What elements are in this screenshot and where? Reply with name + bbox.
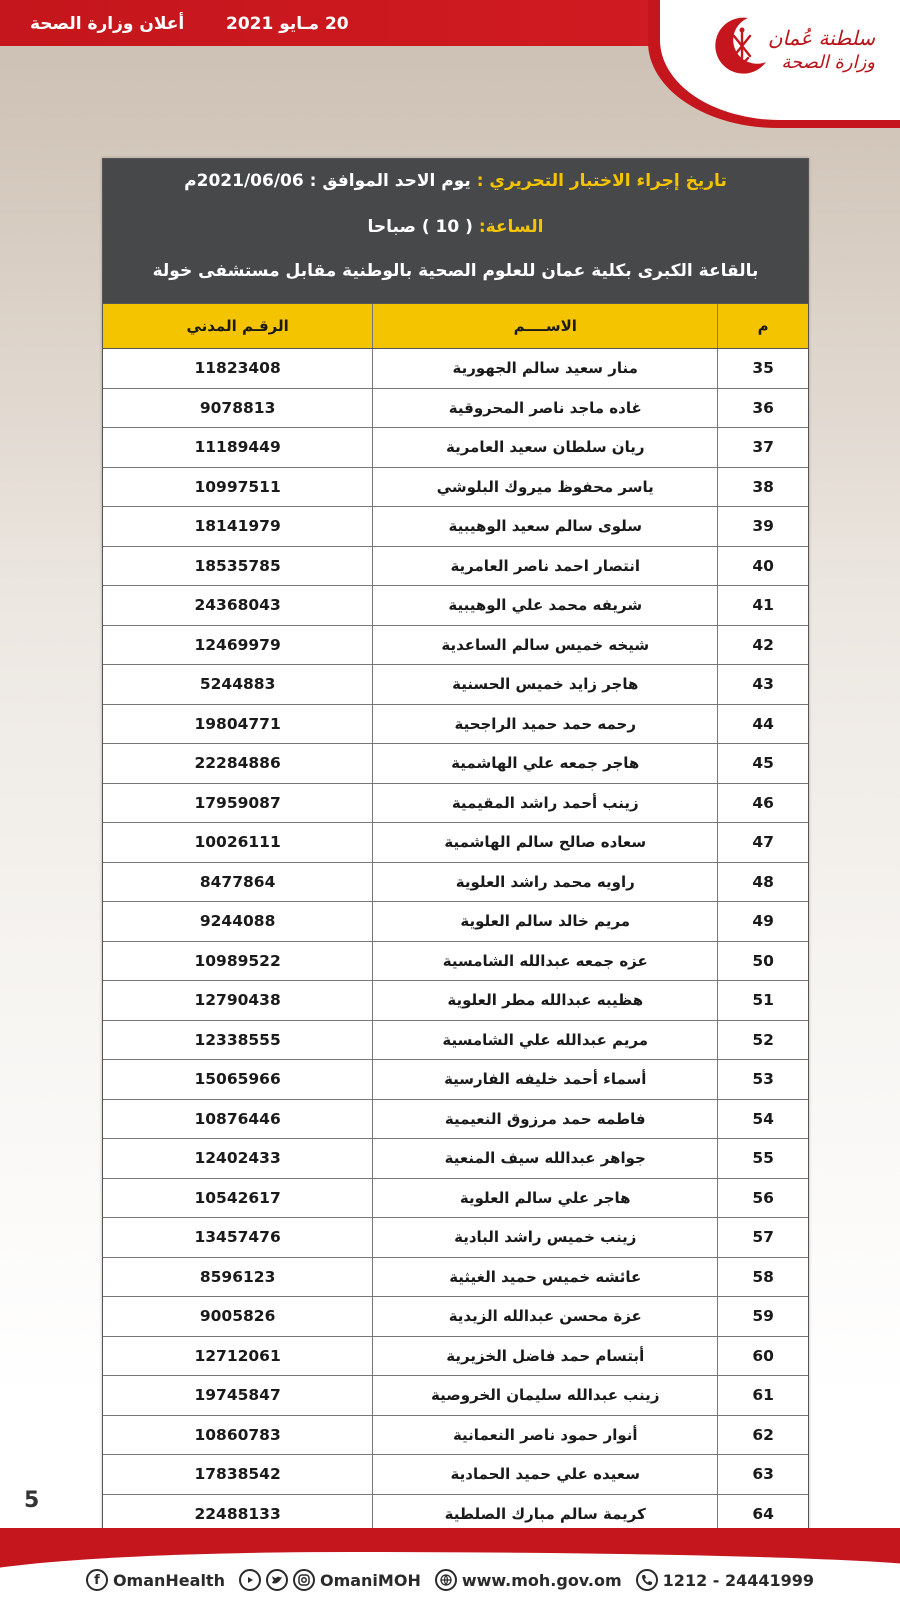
table-row <box>103 1297 808 1337</box>
table-row <box>103 863 808 903</box>
row-number-cell: 52 <box>752 1030 774 1049</box>
row-number-cell: 42 <box>752 635 774 654</box>
twitter-icon <box>266 1569 288 1591</box>
table-row <box>103 428 808 468</box>
exam-info-header <box>103 159 808 303</box>
row-number-cell: 48 <box>752 872 774 891</box>
website-url: www.moh.gov.om <box>461 1570 622 1590</box>
facebook-icon: f <box>86 1569 108 1591</box>
footer-social[interactable] <box>239 1569 421 1591</box>
table-row <box>103 665 808 705</box>
name-cell: مريم عبدالله علي الشامسية <box>373 1021 718 1060</box>
civil-id-cell: 9078813 <box>103 389 373 428</box>
row-number-cell: 43 <box>752 675 774 694</box>
candidates-table <box>102 158 809 1534</box>
page-number: 5 <box>24 1488 40 1513</box>
civil-id-cell: 9244088 <box>103 902 373 941</box>
row-number-cell: 51 <box>752 991 774 1010</box>
row-number-cell: 60 <box>752 1346 774 1365</box>
name-cell: شريفه محمد علي الوهيبية <box>373 586 718 625</box>
civil-id-cell: 17838542 <box>103 1455 373 1494</box>
name-cell: هظيبه عبدالله مطر العلوية <box>373 981 718 1020</box>
row-number-cell: 39 <box>752 517 774 536</box>
civil-id-cell: 12790438 <box>103 981 373 1020</box>
name-cell: فاطمه حمد مرزوق النعيمية <box>373 1100 718 1139</box>
civil-id-cell: 15065966 <box>103 1060 373 1099</box>
name-cell: سعاده صالح سالم الهاشمية <box>373 823 718 862</box>
table-row <box>103 823 808 863</box>
name-cell: أنوار حمود ناصر النعمانية <box>373 1416 718 1455</box>
name-cell: رحمه حمد حميد الراجحية <box>373 705 718 744</box>
column-header-civil-id: الرقـم المدني <box>103 304 373 348</box>
header-date: 20 مـايو 2021 <box>226 14 349 34</box>
table-row <box>103 1179 808 1219</box>
exam-date-line <box>103 171 808 191</box>
civil-id-cell: 10542617 <box>103 1179 373 1218</box>
table-row <box>103 744 808 784</box>
table-row <box>103 705 808 745</box>
phone-number: 1212 - 24441999 <box>662 1570 815 1590</box>
table-row <box>103 1337 808 1377</box>
name-cell: هاجر جمعه علي الهاشمية <box>373 744 718 783</box>
column-header-name: الاســــم <box>373 304 718 348</box>
header-announcement: أعلان وزارة الصحة <box>30 14 185 34</box>
table-row <box>103 626 808 666</box>
exam-venue: بالقاعة الكبرى بكلية عمان للعلوم الصحية بالوطنية مقابل مستشفى خولة <box>152 261 759 281</box>
name-cell: كريمة سالم مبارك الصلطية <box>373 1495 718 1534</box>
row-number-cell: 59 <box>752 1307 774 1326</box>
table-row <box>103 586 808 626</box>
logo-line-1: سلطنة عُمان <box>767 26 875 50</box>
name-cell: أبتسام حمد فاضل الخزيرية <box>373 1337 718 1376</box>
table-row <box>103 349 808 389</box>
name-cell: أسماء أحمد خليفه الفارسية <box>373 1060 718 1099</box>
table-row <box>103 1218 808 1258</box>
name-cell: مريم خالد سالم العلوية <box>373 902 718 941</box>
name-cell: هاجر علي سالم العلوية <box>373 1179 718 1218</box>
civil-id-cell: 8477864 <box>103 863 373 902</box>
row-number-cell: 63 <box>752 1465 774 1484</box>
name-cell: جواهر عبدالله سيف المنعية <box>373 1139 718 1178</box>
civil-id-cell: 8596123 <box>103 1258 373 1297</box>
phone-icon <box>636 1569 658 1591</box>
table-row <box>103 1258 808 1298</box>
table-row <box>103 1100 808 1140</box>
name-cell: زينب خميس راشد البادية <box>373 1218 718 1257</box>
civil-id-cell: 24368043 <box>103 586 373 625</box>
table-row <box>103 942 808 982</box>
name-cell: ياسر محفوظ ميروك البلوشي <box>373 468 718 507</box>
row-number-cell: 35 <box>752 359 774 378</box>
name-cell: عزه جمعه عبدالله الشامسية <box>373 942 718 981</box>
civil-id-cell: 10989522 <box>103 942 373 981</box>
footer-phone[interactable] <box>636 1569 814 1591</box>
row-number-cell: 58 <box>752 1267 774 1286</box>
row-number-cell: 56 <box>752 1188 774 1207</box>
youtube-icon <box>239 1569 261 1591</box>
column-header-num: م <box>757 317 769 335</box>
table-body <box>103 349 808 1533</box>
table-row <box>103 547 808 587</box>
exam-time-line <box>103 217 808 237</box>
name-cell: شيخه خميس سالم الساعدية <box>373 626 718 665</box>
instagram-icon <box>293 1569 315 1591</box>
row-number-cell: 50 <box>752 951 774 970</box>
civil-id-cell: 17959087 <box>103 784 373 823</box>
table-row <box>103 1416 808 1456</box>
oman-emblem-icon <box>708 14 772 78</box>
row-number-cell: 61 <box>752 1386 774 1405</box>
row-number-cell: 37 <box>752 438 774 457</box>
facebook-handle: OmanHealth <box>112 1570 225 1590</box>
civil-id-cell: 11823408 <box>103 349 373 388</box>
exam-time-value: ( 10 ) صباحا <box>367 217 473 237</box>
civil-id-cell: 9005826 <box>103 1297 373 1336</box>
civil-id-cell: 22284886 <box>103 744 373 783</box>
civil-id-cell: 5244883 <box>103 665 373 704</box>
row-number-cell: 62 <box>752 1425 774 1444</box>
name-cell: عائشه خميس حميد الغيثية <box>373 1258 718 1297</box>
name-cell: سعيده علي حميد الحمادية <box>373 1455 718 1494</box>
name-cell: منار سعيد سالم الجهورية <box>373 349 718 388</box>
civil-id-cell: 10860783 <box>103 1416 373 1455</box>
civil-id-cell: 10876446 <box>103 1100 373 1139</box>
table-row <box>103 1455 808 1495</box>
name-cell: زينب أحمد راشد المقيمية <box>373 784 718 823</box>
civil-id-cell: 13457476 <box>103 1218 373 1257</box>
civil-id-cell: 10997511 <box>103 468 373 507</box>
row-number-cell: 46 <box>752 793 774 812</box>
exam-time-label: الساعة: <box>478 217 544 237</box>
row-number-cell: 41 <box>752 596 774 615</box>
row-number-cell: 40 <box>752 556 774 575</box>
row-number-cell: 54 <box>752 1109 774 1128</box>
table-row <box>103 1139 808 1179</box>
row-number-cell: 53 <box>752 1070 774 1089</box>
civil-id-cell: 19745847 <box>103 1376 373 1415</box>
footer-facebook[interactable] <box>86 1569 225 1591</box>
exam-date-value: يوم الاحد الموافق : 2021/06/06م <box>184 171 471 191</box>
civil-id-cell: 11189449 <box>103 428 373 467</box>
name-cell: راويه محمد راشد العلوية <box>373 863 718 902</box>
civil-id-cell: 12402433 <box>103 1139 373 1178</box>
table-row <box>103 468 808 508</box>
ministry-logo <box>708 14 883 84</box>
row-number-cell: 47 <box>752 833 774 852</box>
row-number-cell: 44 <box>752 714 774 733</box>
footer-contacts <box>0 1560 900 1600</box>
row-number-cell: 49 <box>752 912 774 931</box>
name-cell: غاده ماجد ناصر المحروقية <box>373 389 718 428</box>
civil-id-cell: 10026111 <box>103 823 373 862</box>
civil-id-cell: 22488133 <box>103 1495 373 1534</box>
civil-id-cell: 18535785 <box>103 547 373 586</box>
exam-date-label: تاريخ إجراء الاختبار التحريري : <box>476 171 727 191</box>
table-row <box>103 1376 808 1416</box>
table-row <box>103 1021 808 1061</box>
name-cell: هاجر زايد خميس الحسنية <box>373 665 718 704</box>
civil-id-cell: 12712061 <box>103 1337 373 1376</box>
row-number-cell: 55 <box>752 1149 774 1168</box>
row-number-cell: 57 <box>752 1228 774 1247</box>
name-cell: سلوى سالم سعيد الوهيبية <box>373 507 718 546</box>
row-number-cell: 45 <box>752 754 774 773</box>
name-cell: زينب عبدالله سليمان الخروصية <box>373 1376 718 1415</box>
footer-website[interactable] <box>435 1569 622 1591</box>
civil-id-cell: 19804771 <box>103 705 373 744</box>
table-row <box>103 981 808 1021</box>
table-row <box>103 1060 808 1100</box>
name-cell: ريان سلطان سعيد العامرية <box>373 428 718 467</box>
civil-id-cell: 18141979 <box>103 507 373 546</box>
logo-line-2: وزارة الصحة <box>781 52 875 73</box>
row-number-cell: 36 <box>752 398 774 417</box>
civil-id-cell: 12469979 <box>103 626 373 665</box>
table-row <box>103 507 808 547</box>
row-number-cell: 38 <box>752 477 774 496</box>
name-cell: انتصار احمد ناصر العامرية <box>373 547 718 586</box>
table-column-headers <box>103 303 808 349</box>
table-row <box>103 902 808 942</box>
civil-id-cell: 12338555 <box>103 1021 373 1060</box>
globe-icon <box>435 1569 457 1591</box>
table-row <box>103 784 808 824</box>
social-handle: OmaniMOH <box>319 1570 421 1590</box>
name-cell: عزة محسن عبدالله الزيدية <box>373 1297 718 1336</box>
table-row <box>103 389 808 429</box>
row-number-cell: 64 <box>752 1504 774 1523</box>
